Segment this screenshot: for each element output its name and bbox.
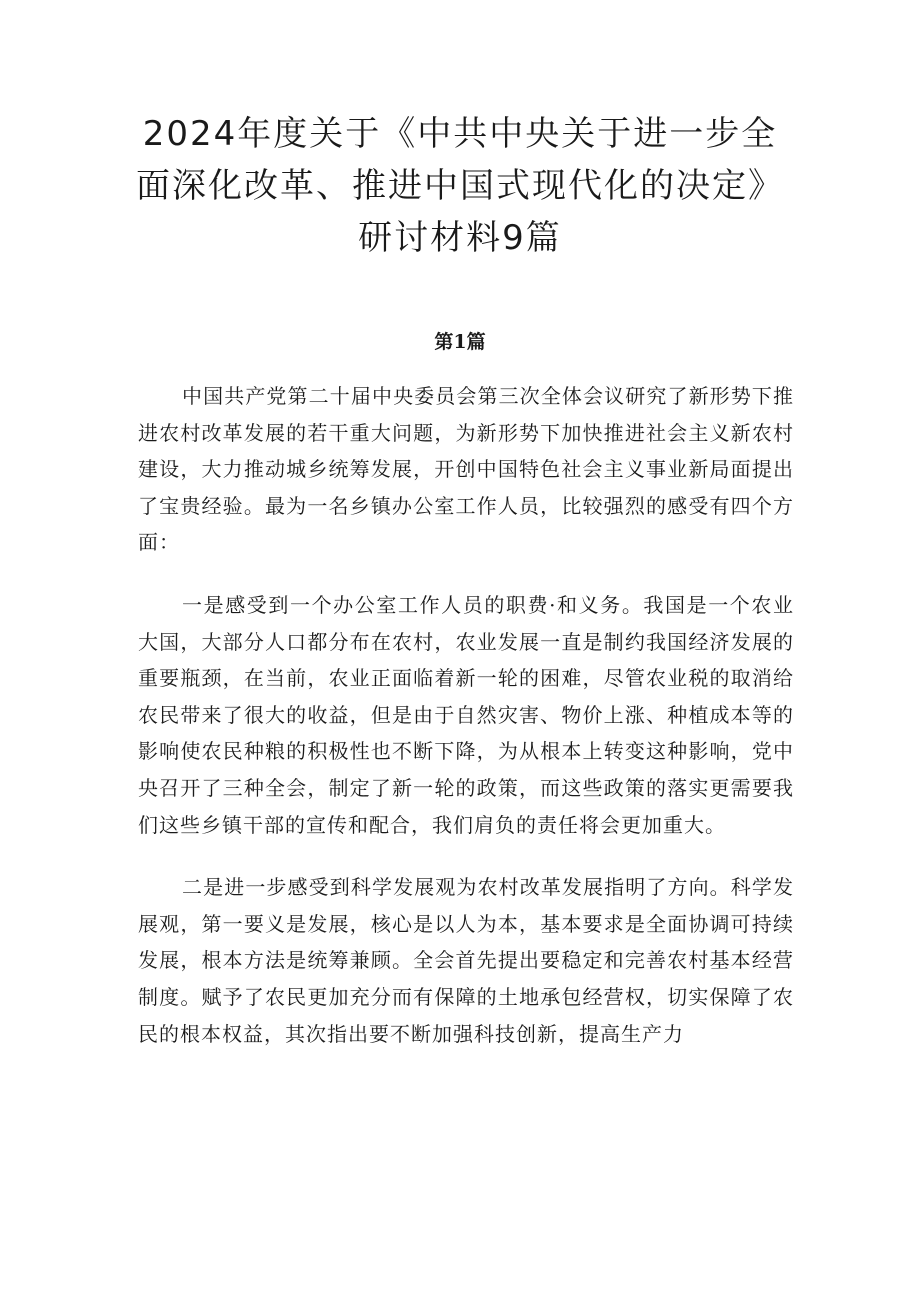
- body-paragraph: 中国共产党第二十届中央委员会第三次全体会议研究了新形势下推进农村改革发展的若干重大问题，为新形势下加快推进社会主义新农村建设，大力推动城乡统筹发展，开创中国特色社会主义事业新局面提出了宝贵经验。最为一名乡镇办公室工作人员，比较强烈的感受有四个方面：: [138, 384, 794, 555]
- body-paragraph: 一是感受到一个办公室工作人员的职费·和义务。我国是一个农业大国，大部分人口都分布在农村，农业发展一直是制约我国经济发展的重要瓶颈，在当前，农业正面临着新一轮的困难，尽管农业税的取消给农民带来了很大的收益，但是由于自然灾害、物价上涨、种植成本等的影响使农民种粮的积极性也不断下降，为从根本上转变这种影响，党中央召开了三种全会，制定了新一轮的政策，而这些政策的落实更需要我们这些乡镇干部的宣传和配合，我们肩负的责任将会更加重大。: [138, 592, 794, 837]
- document-body: [138, 378, 794, 1078]
- document-title: 2024年度关于《中共中央关于进一步全面深化改革、推进中国式现代化的决定》研讨材料9篇: [136, 114, 784, 258]
- body-paragraph: 二是进一步感受到科学发展观为农村改革发展指明了方向。科学发展观，第一要义是发展，核心是以人为本，基本要求是全面协调可持续发展，根本方法是统筹兼顾。全会首先提出要稳定和完善农村基本经营制度。赋予了农民更加充分而有保障的土地承包经营权，切实保障了农民的根本权益，其次指出要不断加强科技创新，提高生产力: [138, 875, 794, 1046]
- section-heading: 第1篇: [434, 331, 486, 353]
